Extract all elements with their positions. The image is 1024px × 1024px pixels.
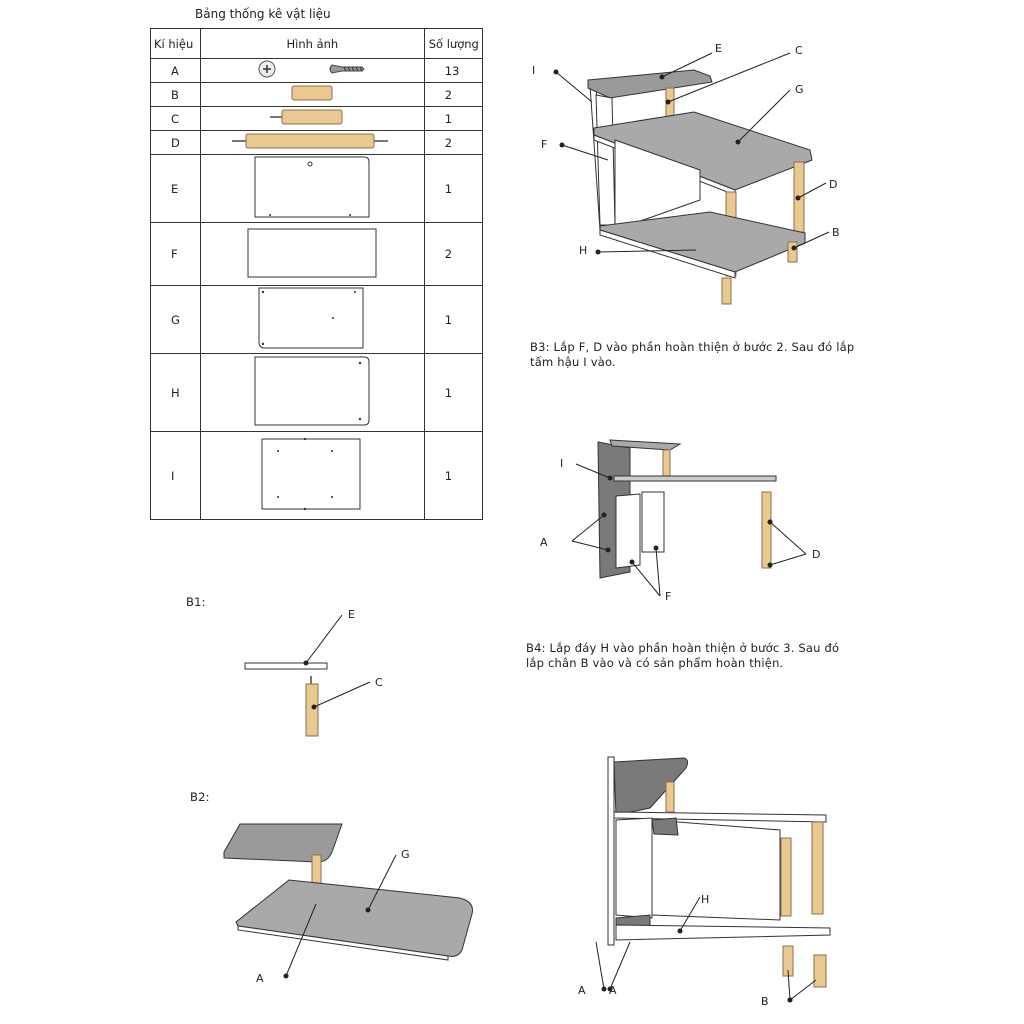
finished-product-drawing	[556, 53, 829, 304]
label-c-finished: C	[795, 44, 803, 57]
row-symbol: C	[151, 107, 201, 131]
label-a-b4-left: A	[578, 984, 586, 997]
step-b4-text: B4: Lắp đáy H vào phần hoàn thiện ở bước 3. Sau đó lắp chân B vào và có sản phẩm hoàn thiện.	[526, 641, 840, 670]
row-quantity: 2	[424, 131, 482, 155]
label-i-finished: I	[532, 64, 536, 77]
row-symbol: I	[151, 432, 201, 520]
label-f-finished: F	[541, 138, 548, 151]
step-b2-title: B2:	[190, 790, 210, 804]
label-e-b1: E	[348, 608, 355, 621]
row-quantity: 1	[424, 432, 482, 520]
label-f-b3: F	[665, 590, 672, 603]
row-quantity: 1	[424, 107, 482, 131]
label-h-b4: H	[701, 893, 710, 906]
step-b3-drawing	[572, 440, 806, 596]
header-quantity: Số lượng	[424, 29, 482, 59]
row-quantity: 2	[424, 223, 482, 286]
row-symbol: G	[151, 286, 201, 354]
label-a-b3: A	[540, 536, 548, 549]
row-symbol: E	[151, 155, 201, 223]
row-quantity: 13	[424, 59, 482, 83]
row-quantity: 1	[424, 286, 482, 354]
label-h-finished: H	[579, 244, 588, 257]
row-symbol: D	[151, 131, 201, 155]
row-quantity: 1	[424, 354, 482, 432]
step-b2-drawing	[224, 824, 473, 976]
header-image: Hình ảnh	[200, 29, 424, 59]
row-symbol: A	[151, 59, 201, 83]
label-d-finished: D	[829, 178, 838, 191]
label-e-finished: E	[715, 42, 722, 55]
label-a-b2: A	[256, 972, 264, 985]
label-a-b4-right: A	[609, 984, 617, 997]
step-b1-title: B1:	[186, 595, 206, 609]
label-i-b3: I	[560, 457, 564, 470]
row-quantity: 2	[424, 83, 482, 107]
step-b3-text: B3: Lắp F, D vào phần hoàn thiện ở bước 2. Sau đó lắp tấm hậu I vào.	[530, 340, 855, 369]
label-g-b2: G	[401, 848, 410, 861]
table-title: Bảng thống kê vật liệu	[195, 7, 331, 21]
step-b1-drawing	[245, 615, 370, 736]
row-symbol: B	[151, 83, 201, 107]
header-symbol: Kí hiệu	[151, 29, 201, 59]
label-g-finished: G	[795, 83, 804, 96]
label-b-b4: B	[761, 995, 769, 1008]
step-b4-drawing	[596, 757, 830, 1000]
row-quantity: 1	[424, 155, 482, 223]
row-symbol: F	[151, 223, 201, 286]
label-d-b3: D	[812, 548, 821, 561]
label-b-finished: B	[832, 226, 840, 239]
label-c-b1: C	[375, 676, 383, 689]
row-symbol: H	[151, 354, 201, 432]
